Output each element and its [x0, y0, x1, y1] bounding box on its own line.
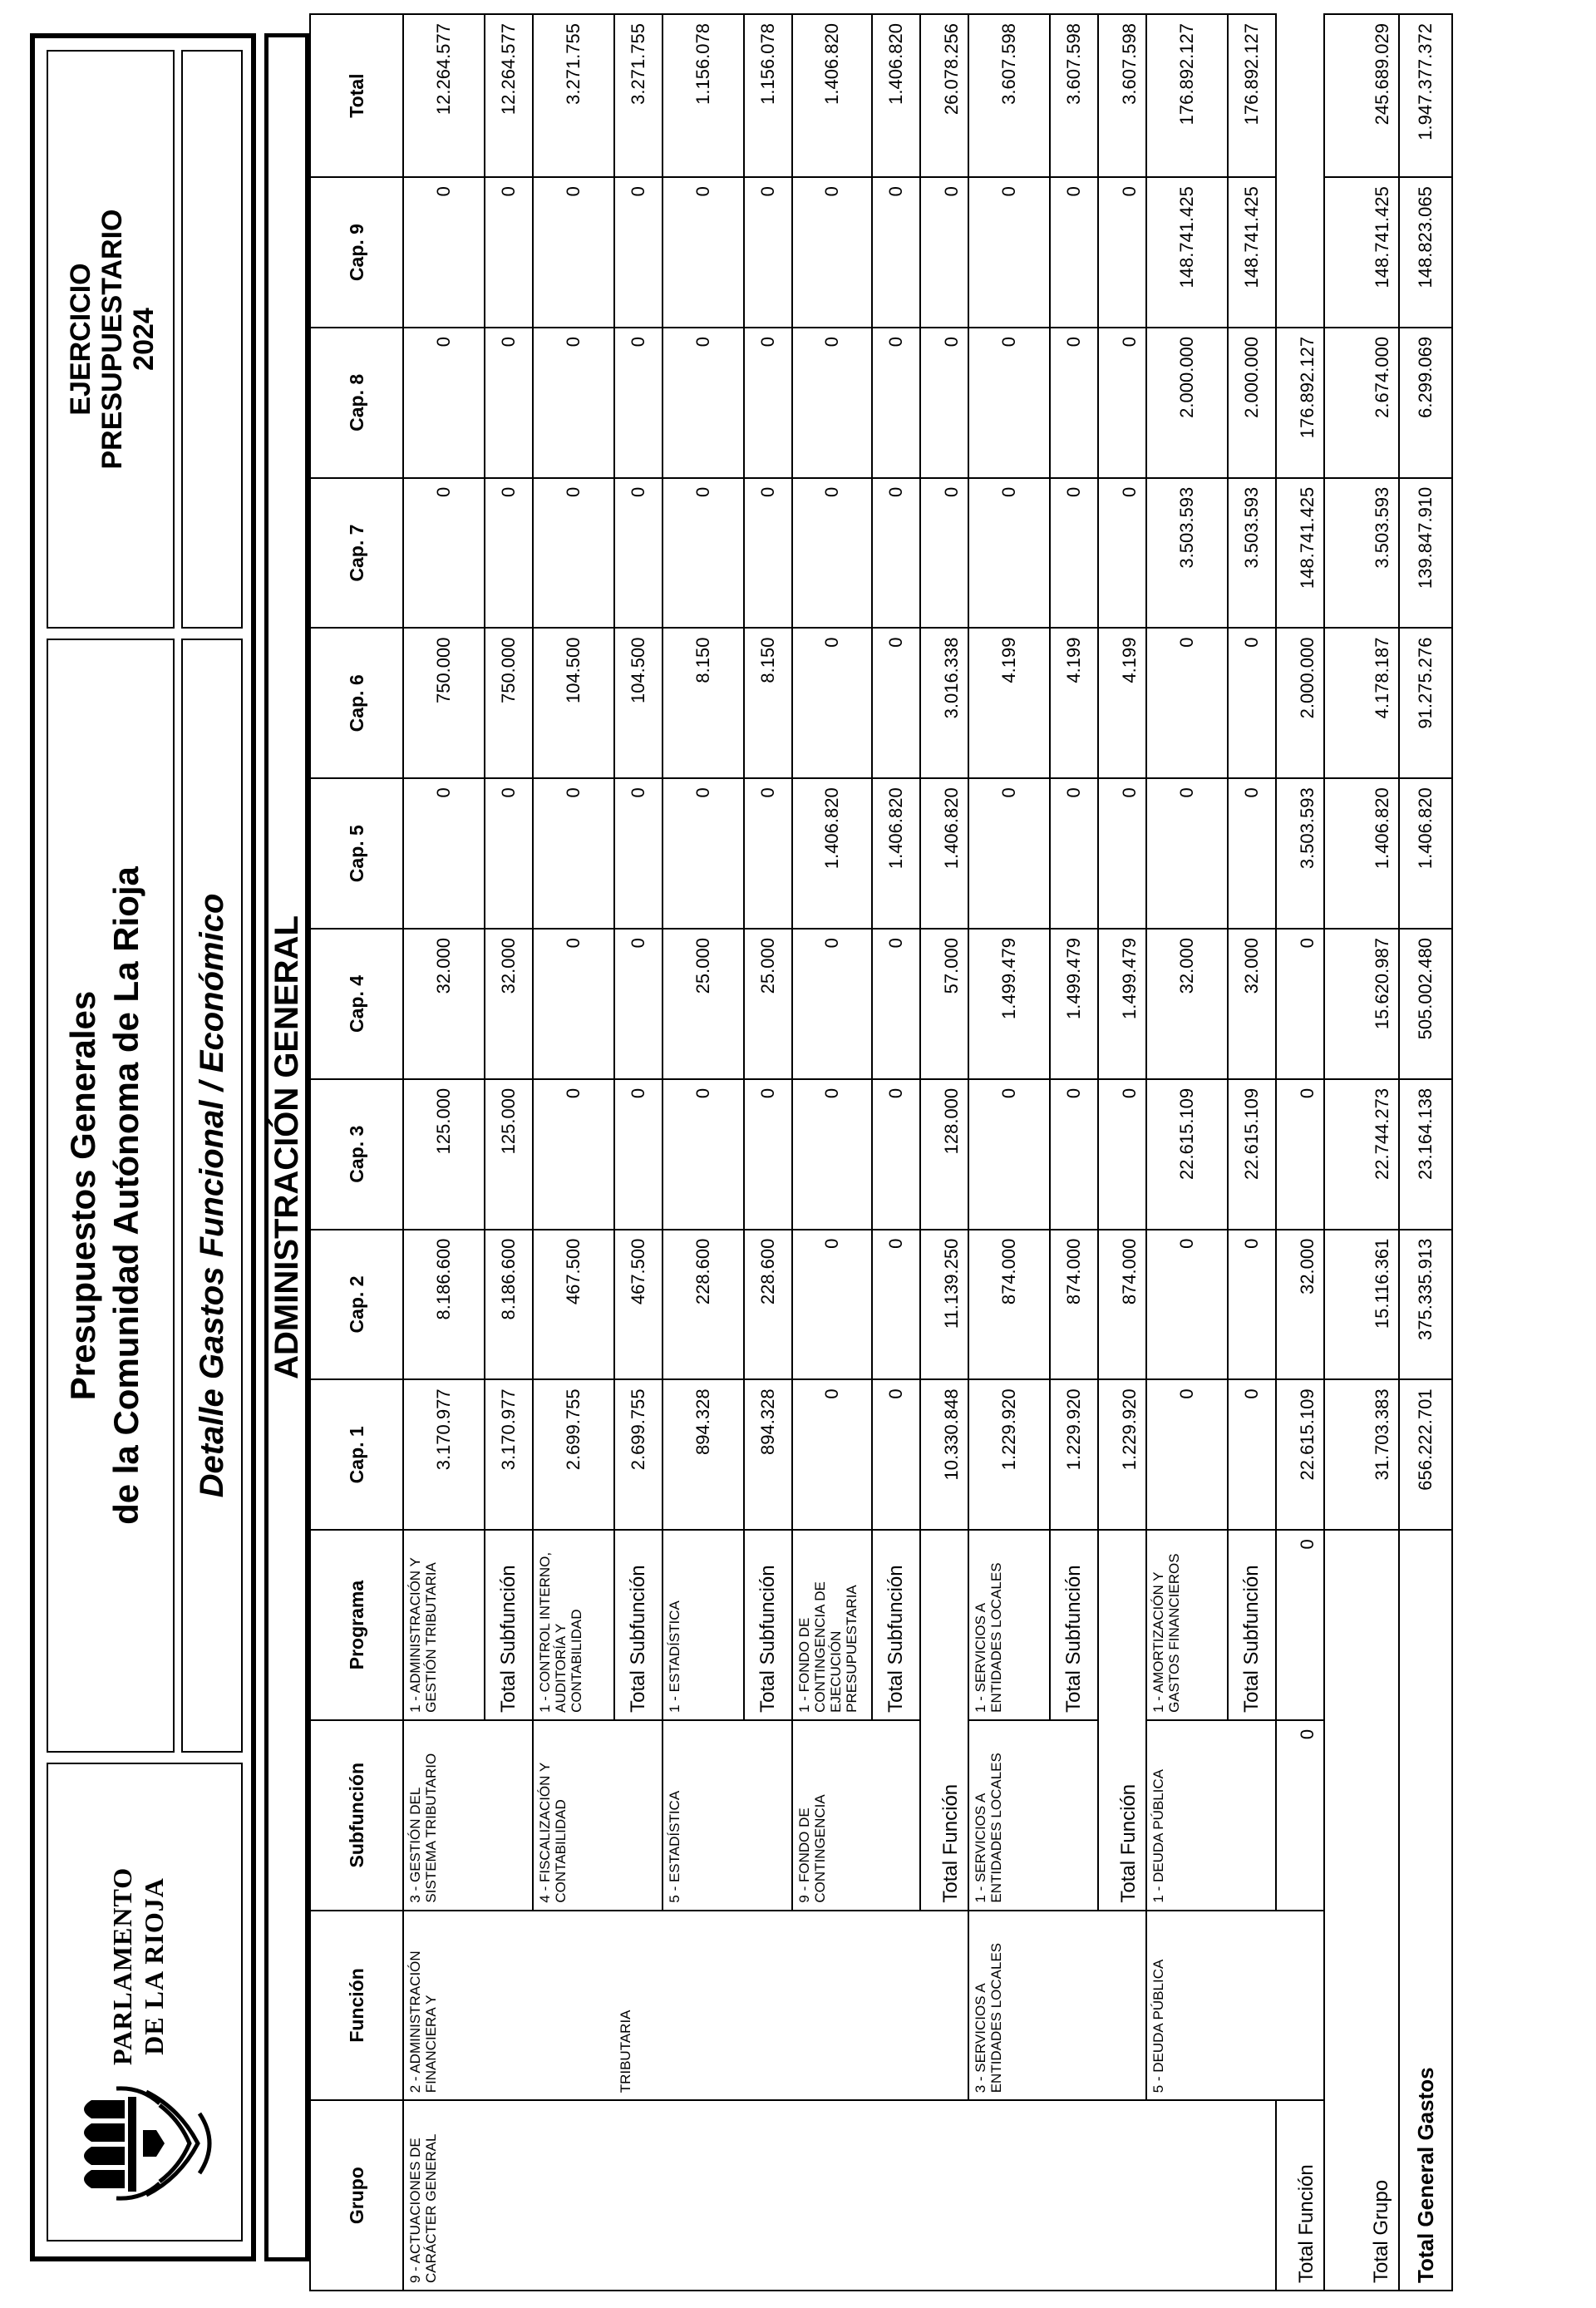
value-cell: 0: [403, 328, 485, 478]
total-general-label: Total General Gastos: [1399, 1530, 1452, 2291]
value-cell: 0: [1276, 929, 1324, 1079]
main-title-line: de la Comunidad Autónoma de La Rioja: [106, 866, 145, 1525]
value-cell: 0: [1228, 1379, 1276, 1530]
subtitle: Detalle Gastos Funcional / Económico: [194, 893, 230, 1498]
total-subfuncion-label: Total Subfunción: [614, 1530, 663, 1720]
value-cell: 1.499.479: [1050, 929, 1098, 1079]
value-cell: 176.892.127: [1276, 328, 1324, 478]
value-cell: 3.170.977: [403, 1379, 485, 1530]
value-cell: 10.330.848: [920, 1379, 968, 1530]
parliament-crest-icon: [66, 2074, 224, 2207]
col-header-cap4: Cap. 4: [310, 929, 403, 1079]
col-header-grupo: Grupo: [310, 2100, 403, 2291]
value-cell: 3.503.593: [1324, 478, 1399, 629]
table-row: [1276, 14, 1324, 2291]
value-cell: 128.000: [920, 1079, 968, 1230]
year-line: PRESUPUESTARIO: [96, 209, 128, 470]
value-cell: 25.000: [744, 929, 792, 1079]
col-header-cap9: Cap. 9: [310, 177, 403, 328]
subfuncion-cell: 9 - FONDO DE CONTINGENCIA: [792, 1720, 920, 1911]
value-cell: 0: [872, 177, 920, 328]
value-cell: 139.847.910: [1399, 478, 1452, 629]
value-cell: 22.615.109: [1228, 1079, 1276, 1230]
value-cell: 32.000: [1276, 1230, 1324, 1380]
value-cell: 0: [663, 1079, 744, 1230]
programa-cell: 1 - ADMINISTRACIÓN Y GESTIÓN TRIBUTARIA: [403, 1530, 485, 1720]
value-cell: 0: [663, 778, 744, 929]
value-cell: 3.503.593: [1276, 778, 1324, 929]
value-cell: 2.000.000: [1276, 629, 1324, 779]
value-cell: 0: [792, 1379, 872, 1530]
value-cell: 8.186.600: [485, 1230, 533, 1380]
value-cell: 32.000: [403, 929, 485, 1079]
value-cell: 0: [792, 1230, 872, 1380]
value-cell: 23.164.138: [1399, 1079, 1452, 1230]
value-cell: 3.016.338: [920, 629, 968, 779]
value-cell: 0: [1098, 778, 1146, 929]
value-cell: 3.271.755: [533, 14, 614, 177]
value-cell: 1.229.920: [1050, 1379, 1098, 1530]
value-cell: 148.741.425: [1276, 478, 1324, 629]
col-header-cap2: Cap. 2: [310, 1230, 403, 1380]
value-cell: 228.600: [744, 1230, 792, 1380]
programa-cell: 1 - AMORTIZACIÓN Y GASTOS FINANCIEROS: [1146, 1530, 1228, 1720]
value-cell: 4.199: [1050, 629, 1098, 779]
fiscal-year-box: [47, 50, 175, 629]
value-cell: 0: [920, 177, 968, 328]
value-cell: 0: [663, 478, 744, 629]
value-cell: 0: [872, 929, 920, 1079]
value-cell: 1.406.820: [920, 778, 968, 929]
value-cell: 1.406.820: [1399, 778, 1452, 929]
value-cell: 874.000: [968, 1230, 1050, 1380]
value-cell: 0: [1146, 629, 1228, 779]
value-cell: 1.406.820: [872, 14, 920, 177]
table-row: [663, 14, 744, 2291]
value-cell: 1.406.820: [792, 778, 872, 929]
value-cell: 8.150: [663, 629, 744, 779]
value-cell: 3.607.598: [1050, 14, 1098, 177]
value-cell: 0: [968, 478, 1050, 629]
programa-cell: 1 - SERVICIOS A ENTIDADES LOCALES: [968, 1530, 1050, 1720]
value-cell: 1.406.820: [792, 14, 872, 177]
col-header-programa: Programa: [310, 1530, 403, 1720]
value-cell: 1.406.820: [1324, 778, 1399, 929]
value-cell: 0: [1098, 478, 1146, 629]
value-cell: 1.229.920: [1098, 1379, 1146, 1530]
value-cell: 0: [792, 629, 872, 779]
value-cell: 3.271.755: [614, 14, 663, 177]
value-cell: 0: [968, 177, 1050, 328]
value-cell: 0: [1276, 1530, 1324, 1720]
value-cell: 0: [1050, 778, 1098, 929]
col-header-total: Total: [310, 14, 403, 177]
value-cell: 0: [533, 778, 614, 929]
value-cell: 3.170.977: [485, 1379, 533, 1530]
value-cell: 0: [792, 328, 872, 478]
table-row: [1146, 14, 1228, 2291]
value-cell: 0: [968, 778, 1050, 929]
value-cell: 12.264.577: [403, 14, 485, 177]
value-cell: 32.000: [1228, 929, 1276, 1079]
value-cell: 57.000: [920, 929, 968, 1079]
value-cell: 0: [872, 629, 920, 779]
value-cell: 0: [920, 478, 968, 629]
value-cell: 0: [1050, 1079, 1098, 1230]
value-cell: 104.500: [614, 629, 663, 779]
value-cell: 245.689.029: [1324, 14, 1399, 177]
value-cell: 1.499.479: [1098, 929, 1146, 1079]
value-cell: 4.178.187: [1324, 629, 1399, 779]
grupo-cell: 9 - ACTUACIONES DE CARÁCTER GENERAL: [403, 2100, 1276, 2291]
table-row: [403, 14, 485, 2291]
budget-table: [309, 13, 1453, 2291]
value-cell: 750.000: [403, 629, 485, 779]
subtitle-box: [181, 639, 243, 1753]
value-cell: 0: [1050, 478, 1098, 629]
value-cell: 31.703.383: [1324, 1379, 1399, 1530]
value-cell: 0: [792, 177, 872, 328]
value-cell: 0: [485, 328, 533, 478]
value-cell: 3.503.593: [1146, 478, 1228, 629]
value-cell: 2.699.755: [533, 1379, 614, 1530]
value-cell: 0: [614, 177, 663, 328]
value-cell: 0: [614, 778, 663, 929]
value-cell: 32.000: [485, 929, 533, 1079]
funcion-cell: 2 - ADMINISTRACIÓN FINANCIERA Y: [403, 1911, 663, 2101]
value-cell: 0: [968, 328, 1050, 478]
value-cell: 8.150: [744, 629, 792, 779]
value-cell: 0: [792, 929, 872, 1079]
value-cell: 0: [614, 929, 663, 1079]
title-box: [47, 639, 243, 1753]
value-cell: 2.674.000: [1324, 328, 1399, 478]
value-cell: 148.741.425: [1146, 177, 1228, 328]
col-header-cap3: Cap. 3: [310, 1079, 403, 1230]
value-cell: 750.000: [485, 629, 533, 779]
value-cell: 1.156.078: [744, 14, 792, 177]
parliament-name-line: PARLAMENTO: [107, 1867, 137, 2065]
main-title-box: [47, 639, 175, 1753]
value-cell: 2.000.000: [1228, 328, 1276, 478]
value-cell: 3.607.598: [968, 14, 1050, 177]
value-cell: 0: [614, 1079, 663, 1230]
value-cell: 0: [744, 778, 792, 929]
funcion-cell-continued: [618, 1911, 968, 2101]
col-header-subfuncion: Subfunción: [310, 1720, 403, 1911]
value-cell: 0: [1050, 328, 1098, 478]
total-subfuncion-label: Total Subfunción: [1050, 1530, 1098, 1720]
value-cell: 22.744.273: [1324, 1079, 1399, 1230]
value-cell: 2.699.755: [614, 1379, 663, 1530]
value-cell: 0: [872, 1379, 920, 1530]
value-cell: 32.000: [1146, 929, 1228, 1079]
value-cell: 0: [614, 328, 663, 478]
value-cell: 0: [1228, 629, 1276, 779]
subfuncion-cell: 1 - SERVICIOS A ENTIDADES LOCALES: [968, 1720, 1098, 1911]
value-cell: 0: [920, 328, 968, 478]
value-cell: 0: [872, 478, 920, 629]
value-cell: 0: [1098, 1079, 1146, 1230]
value-cell: 0: [744, 328, 792, 478]
value-cell: 0: [485, 778, 533, 929]
value-cell: 15.116.361: [1324, 1230, 1399, 1380]
funcion-cell: 3 - SERVICIOS A ENTIDADES LOCALES: [968, 1911, 1146, 2101]
value-cell: 0: [872, 1230, 920, 1380]
value-cell: 148.741.425: [1228, 177, 1276, 328]
total-grupo-label: Total Grupo: [1324, 1530, 1399, 2291]
value-cell: 228.600: [663, 1230, 744, 1380]
value-cell: 12.264.577: [485, 14, 533, 177]
value-cell: 0: [1228, 1230, 1276, 1380]
value-cell: 0: [792, 1079, 872, 1230]
value-cell: 15.620.987: [1324, 929, 1399, 1079]
value-cell: 11.139.250: [920, 1230, 968, 1380]
total-subfuncion-label: Total Subfunción: [744, 1530, 792, 1720]
main-title: [62, 640, 148, 1751]
value-cell: 176.892.127: [1146, 14, 1228, 177]
funcion-cell-text: TRIBUTARIA: [618, 2010, 633, 2093]
year-line: EJERCICIO: [65, 263, 96, 416]
value-cell: 0: [1228, 778, 1276, 929]
total-funcion-label: Total Función: [1098, 1530, 1146, 1910]
total-subfuncion-label: Total Subfunción: [872, 1530, 920, 1720]
value-cell: 1.156.078: [663, 14, 744, 177]
value-cell: 0: [872, 1079, 920, 1230]
total-funcion-label: Total Función: [1276, 1911, 1324, 2291]
value-cell: 25.000: [663, 929, 744, 1079]
value-cell: 0: [533, 177, 614, 328]
value-cell: 874.000: [1050, 1230, 1098, 1380]
funcion-cell: 5 - DEUDA PÚBLICA: [1146, 1911, 1324, 2101]
year-box: [47, 50, 243, 629]
value-cell: 0: [533, 478, 614, 629]
value-cell: 1.499.479: [968, 929, 1050, 1079]
value-cell: 125.000: [403, 1079, 485, 1230]
value-cell: 375.335.913: [1399, 1230, 1452, 1380]
value-cell: 1.406.820: [872, 778, 920, 929]
table-row: [968, 14, 1050, 2291]
value-cell: 0: [485, 177, 533, 328]
subfuncion-cell: 3 - GESTIÓN DEL SISTEMA TRIBUTARIO: [403, 1720, 533, 1911]
value-cell: 656.222.701: [1399, 1379, 1452, 1530]
value-cell: 26.078.256: [920, 14, 968, 177]
value-cell: 4.199: [968, 629, 1050, 779]
value-cell: 505.002.480: [1399, 929, 1452, 1079]
value-cell: 3.607.598: [1098, 14, 1146, 177]
table-row: [1324, 14, 1399, 2291]
subfuncion-cell: 5 - ESTADÍSTICA: [663, 1720, 792, 1911]
parliament-name: [106, 1867, 170, 2065]
programa-cell: 1 - FONDO DE CONTINGENCIA DE EJECUCIÓN PRESUPUESTARIA: [792, 1530, 872, 1720]
value-cell: 0: [744, 177, 792, 328]
value-cell: 467.500: [533, 1230, 614, 1380]
value-cell: 894.328: [744, 1379, 792, 1530]
value-cell: 104.500: [533, 629, 614, 779]
parliament-name-line: DE LA RIOJA: [139, 1877, 169, 2055]
value-cell: 0: [663, 177, 744, 328]
value-cell: 0: [744, 478, 792, 629]
value-cell: 4.199: [1098, 629, 1146, 779]
value-cell: 0: [968, 1079, 1050, 1230]
value-cell: 2.000.000: [1146, 328, 1228, 478]
main-title-line: Presupuestos Generales: [63, 990, 102, 1401]
value-cell: 148.741.425: [1324, 177, 1399, 328]
value-cell: 0: [403, 778, 485, 929]
value-cell: 91.275.276: [1399, 629, 1452, 779]
value-cell: 0: [533, 1079, 614, 1230]
value-cell: 6.299.069: [1399, 328, 1452, 478]
value-cell: 0: [872, 328, 920, 478]
value-cell: 874.000: [1098, 1230, 1146, 1380]
document-header: [30, 33, 256, 2261]
col-header-cap1: Cap. 1: [310, 1379, 403, 1530]
col-header-cap8: Cap. 8: [310, 328, 403, 478]
value-cell: 125.000: [485, 1079, 533, 1230]
value-cell: 0: [1098, 177, 1146, 328]
subfuncion-cell: 1 - DEUDA PÚBLICA: [1146, 1720, 1276, 1911]
value-cell: 0: [663, 328, 744, 478]
value-cell: 0: [1146, 1230, 1228, 1380]
total-subfuncion-label: Total Subfunción: [1228, 1530, 1276, 1720]
value-cell: 0: [403, 177, 485, 328]
programa-cell: 1 - ESTADÍSTICA: [663, 1530, 744, 1720]
value-cell: 148.823.065: [1399, 177, 1452, 328]
col-header-cap5: Cap. 5: [310, 778, 403, 929]
value-cell: 176.892.127: [1228, 14, 1276, 177]
total-funcion-label: Total Función: [920, 1530, 968, 1910]
fiscal-year: 2024: [128, 308, 160, 371]
value-cell: 894.328: [663, 1379, 744, 1530]
value-cell: 0: [485, 478, 533, 629]
value-cell: 0: [1146, 1379, 1228, 1530]
value-cell: 1.229.920: [968, 1379, 1050, 1530]
total-subfuncion-label: Total Subfunción: [485, 1530, 533, 1720]
value-cell: 467.500: [614, 1230, 663, 1380]
value-cell: 0: [533, 328, 614, 478]
value-cell: 0: [533, 929, 614, 1079]
value-cell: 0: [614, 478, 663, 629]
value-cell: 0: [1276, 1720, 1324, 1911]
year-empty-box: [181, 50, 243, 629]
programa-cell: 1 - CONTROL INTERNO, AUDITORÍA Y CONTABILIDAD: [533, 1530, 614, 1720]
value-cell: 0: [1276, 1079, 1324, 1230]
value-cell: 8.186.600: [403, 1230, 485, 1380]
value-cell: 22.615.109: [1146, 1079, 1228, 1230]
col-header-funcion: Función: [310, 1911, 403, 2101]
value-cell: 0: [744, 1079, 792, 1230]
table-row: [1399, 14, 1452, 2291]
value-cell: 0: [1050, 177, 1098, 328]
col-header-cap7: Cap. 7: [310, 478, 403, 629]
value-cell: 0: [1146, 778, 1228, 929]
subfuncion-cell: 4 - FISCALIZACIÓN Y CONTABILIDAD: [533, 1720, 663, 1911]
value-cell: 22.615.109: [1276, 1379, 1324, 1530]
value-cell: 3.503.593: [1228, 478, 1276, 629]
col-header-cap6: Cap. 6: [310, 629, 403, 779]
value-cell: 0: [1098, 328, 1146, 478]
value-cell: 0: [792, 478, 872, 629]
value-cell: 1.947.377.372: [1399, 14, 1452, 177]
group-title: ADMINISTRACIÓN GENERAL: [264, 33, 309, 2261]
parliament-logo-box: [47, 1763, 243, 2241]
value-cell: 0: [403, 478, 485, 629]
